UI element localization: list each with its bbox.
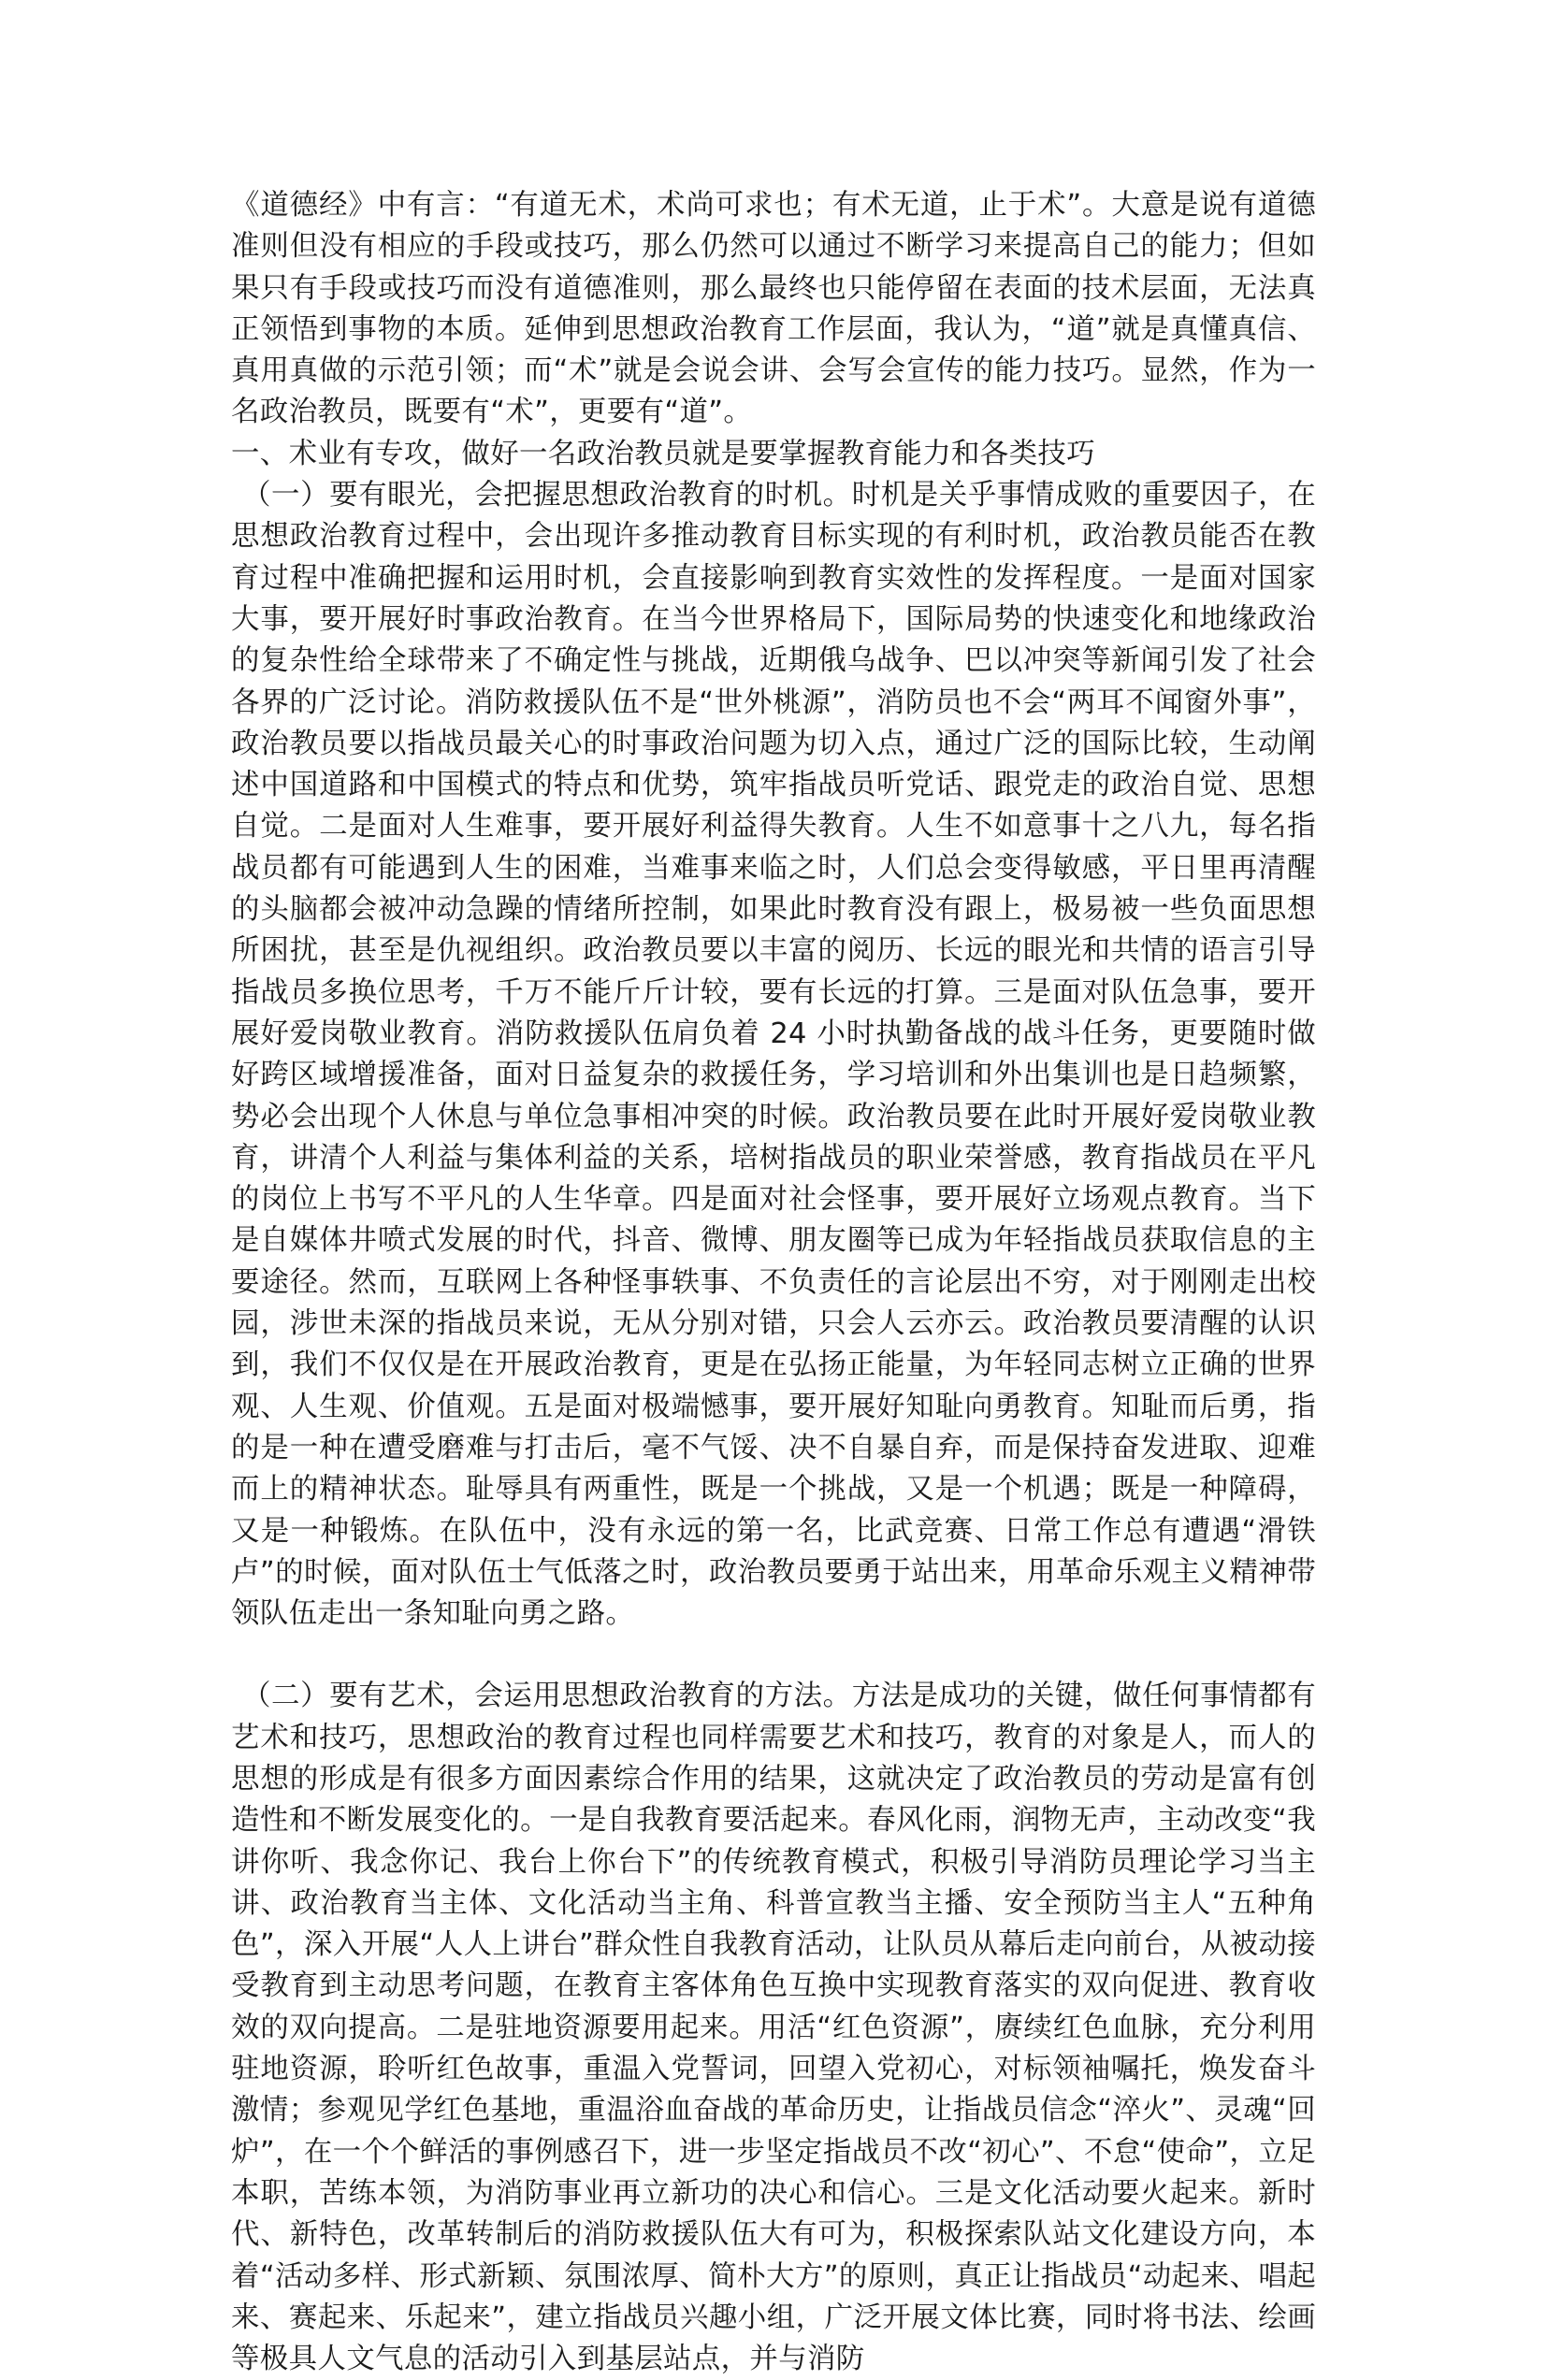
subsection-one-paragraph: （一）要有眼光，会把握思想政治教育的时机。时机是关乎事情成败的重要因子，在思想政治教育过程中，会出现许多推动教育目标实现的有利时机，政治教员能否在教育过程中准确把握和运用时机，会直接影响到教育实效性的发挥程度。一是面对国家大事，要开展好时事政治教育。在当今世界格局下，国际局势的快速变化和地缘政治的复杂性给全球带来了不确定性与挑战，近期俄乌战争、巴以冲突等新闻引发了社会各界的广泛讨论。消防救援队伍不是“世外桃源”，消防员也不会“两耳不闻窗外事”，政治教员要以指战员最关心的时事政治问题为切入点，通过广泛的国际比较，生动阐述中国道路和中国模式的特点和优势，筑牢指战员听党话、跟党走的政治自觉、思想自觉。二是面对人生难事，要开展好利益得失教育。人生不如意事十之八九，每名指战员都有可能遇到人生的困难，当难事来临之时，人们总会变得敏感，平日里再清醒的头脑都会被冲动急躁的情绪所控制，如果此时教育没有跟上，极易被一些负面思想所困扰，甚至是仇视组织。政治教员要以丰富的阅历、长远的眼光和共情的语言引导指战员多换位思考，千万不能斤斤计较，要有长远的打算。三是面对队伍急事，要开展好爱岗敬业教育。消防救援队伍肩负着 24 小时执勤备战的战斗任务，更要随时做好跨区域增援准备，面对日益复杂的救援任务，学习培训和外出集训也是日趋频繁，势必会出现个人休息与单位急事相冲突的时候。政治教员要在此时开展好爱岗敬业教育，讲清个人利益与集体利益的关系，培树指战员的职业荣誉感，教育指战员在平凡的岗位上书写不平凡的人生华章。四是面对社会怪事，要开展好立场观点教育。当下是自媒体井喷式发展的时代，抖音、微博、朋友圈等已成为年轻指战员获取信息的主要途径。然而，互联网上各种怪事轶事、不负责任的言论层出不穷，对于刚刚走出校园，涉世未深的指战员来说，无从分别对错，只会人云亦云。政治教员要清醒的认识到，我们不仅仅是在开展政治教育，更是在弘扬正能量，为年轻同志树立正确的世界观、人生观、价值观。五是面对极端憾事，要开展好知耻向勇教育。知耻而后勇，指的是一种在遭受磨难与打击后，毫不气馁、决不自暴自弃，而是保持奋发进取、迎难而上的精神状态。耻辱具有两重性，既是一个挑战，又是一个机遇；既是一种障碍，又是一种锻炼。在队伍中，没有永远的第一名，比武竞赛、日常工作总有遭遇“滑铁卢”的时候，面对队伍士气低落之时，政治教员要勇于站出来，用革命乐观主义精神带领队伍走出一条知耻向勇之路。 xyxy=(231,479,1316,1631)
intro-paragraph: 《道德经》中有言：“有道无术，术尚可求也；有术无道，止于术”。大意是说有道德准则但没有相应的手段或技巧，那么仍然可以通过不断学习来提高自己的能力；但如果只有手段或技巧而没有道德准则，那么最终也只能停留在表面的技术层面，无法真正领悟到事物的本质。延伸到思想政治教育工作层面，我认为，“道”就是真懂真信、真用真做的示范引领；而“术”就是会说会讲、会写会宣传的能力技巧。显然，作为一名政治教员，既要有“术”，更要有“道”。 xyxy=(231,189,1316,429)
section-heading: 一、术业有专攻，做好一名政治教员就是要掌握教育能力和各类技巧 xyxy=(231,437,1095,470)
subsection-two-paragraph: （二）要有艺术，会运用思想政治教育的方法。方法是成功的关键，做任何事情都有艺术和技巧，思想政治的教育过程也同样需要艺术和技巧，教育的对象是人，而人的思想的形成是有很多方面因素综合作用的结果，这就决定了政治教员的劳动是富有创造性和不断发展变化的。一是自我教育要活起来。春风化雨，润物无声，主动改变“我讲你听、我念你记、我台上你台下”的传统教育模式，积极引导消防员理论学习当主讲、政治教育当主体、文化活动当主角、科普宣教当主播、安全预防当主人“五种角色”，深入开展“人人上讲台”群众性自我教育活动，让队员从幕后走向前台，从被动接受教育到主动思考问题，在教育主客体角色互换中实现教育落实的双向促进、教育收效的双向提高。二是驻地资源要用起来。用活“红色资源”，赓续红色血脉，充分利用驻地资源，聆听红色故事，重温入党誓词，回望入党初心，对标领袖嘱托，焕发奋斗激情；参观见学红色基地，重温浴血奋战的革命历史，让指战员信念“淬火”、灵魂“回炉”，在一个个鲜活的事例感召下，进一步坚定指战员不改“初心”、不怠“使命”，立足本职，苦练本领，为消防事业再立新功的决心和信心。三是文化活动要火起来。新时代、新特色，改革转制后的消防救援队伍大有可为，积极探索队站文化建设方向，本着“活动多样、形式新颖、氛围浓厚、简朴大方”的原则，真正让指战员“动起来、唱起来、赛起来、乐起来”，建立指战员兴趣小组，广泛开展文体比赛，同时将书法、绘画等极具人文气息的活动引入到基层站点，并与消防 xyxy=(231,1680,1316,2376)
document-page xyxy=(231,185,1316,2380)
